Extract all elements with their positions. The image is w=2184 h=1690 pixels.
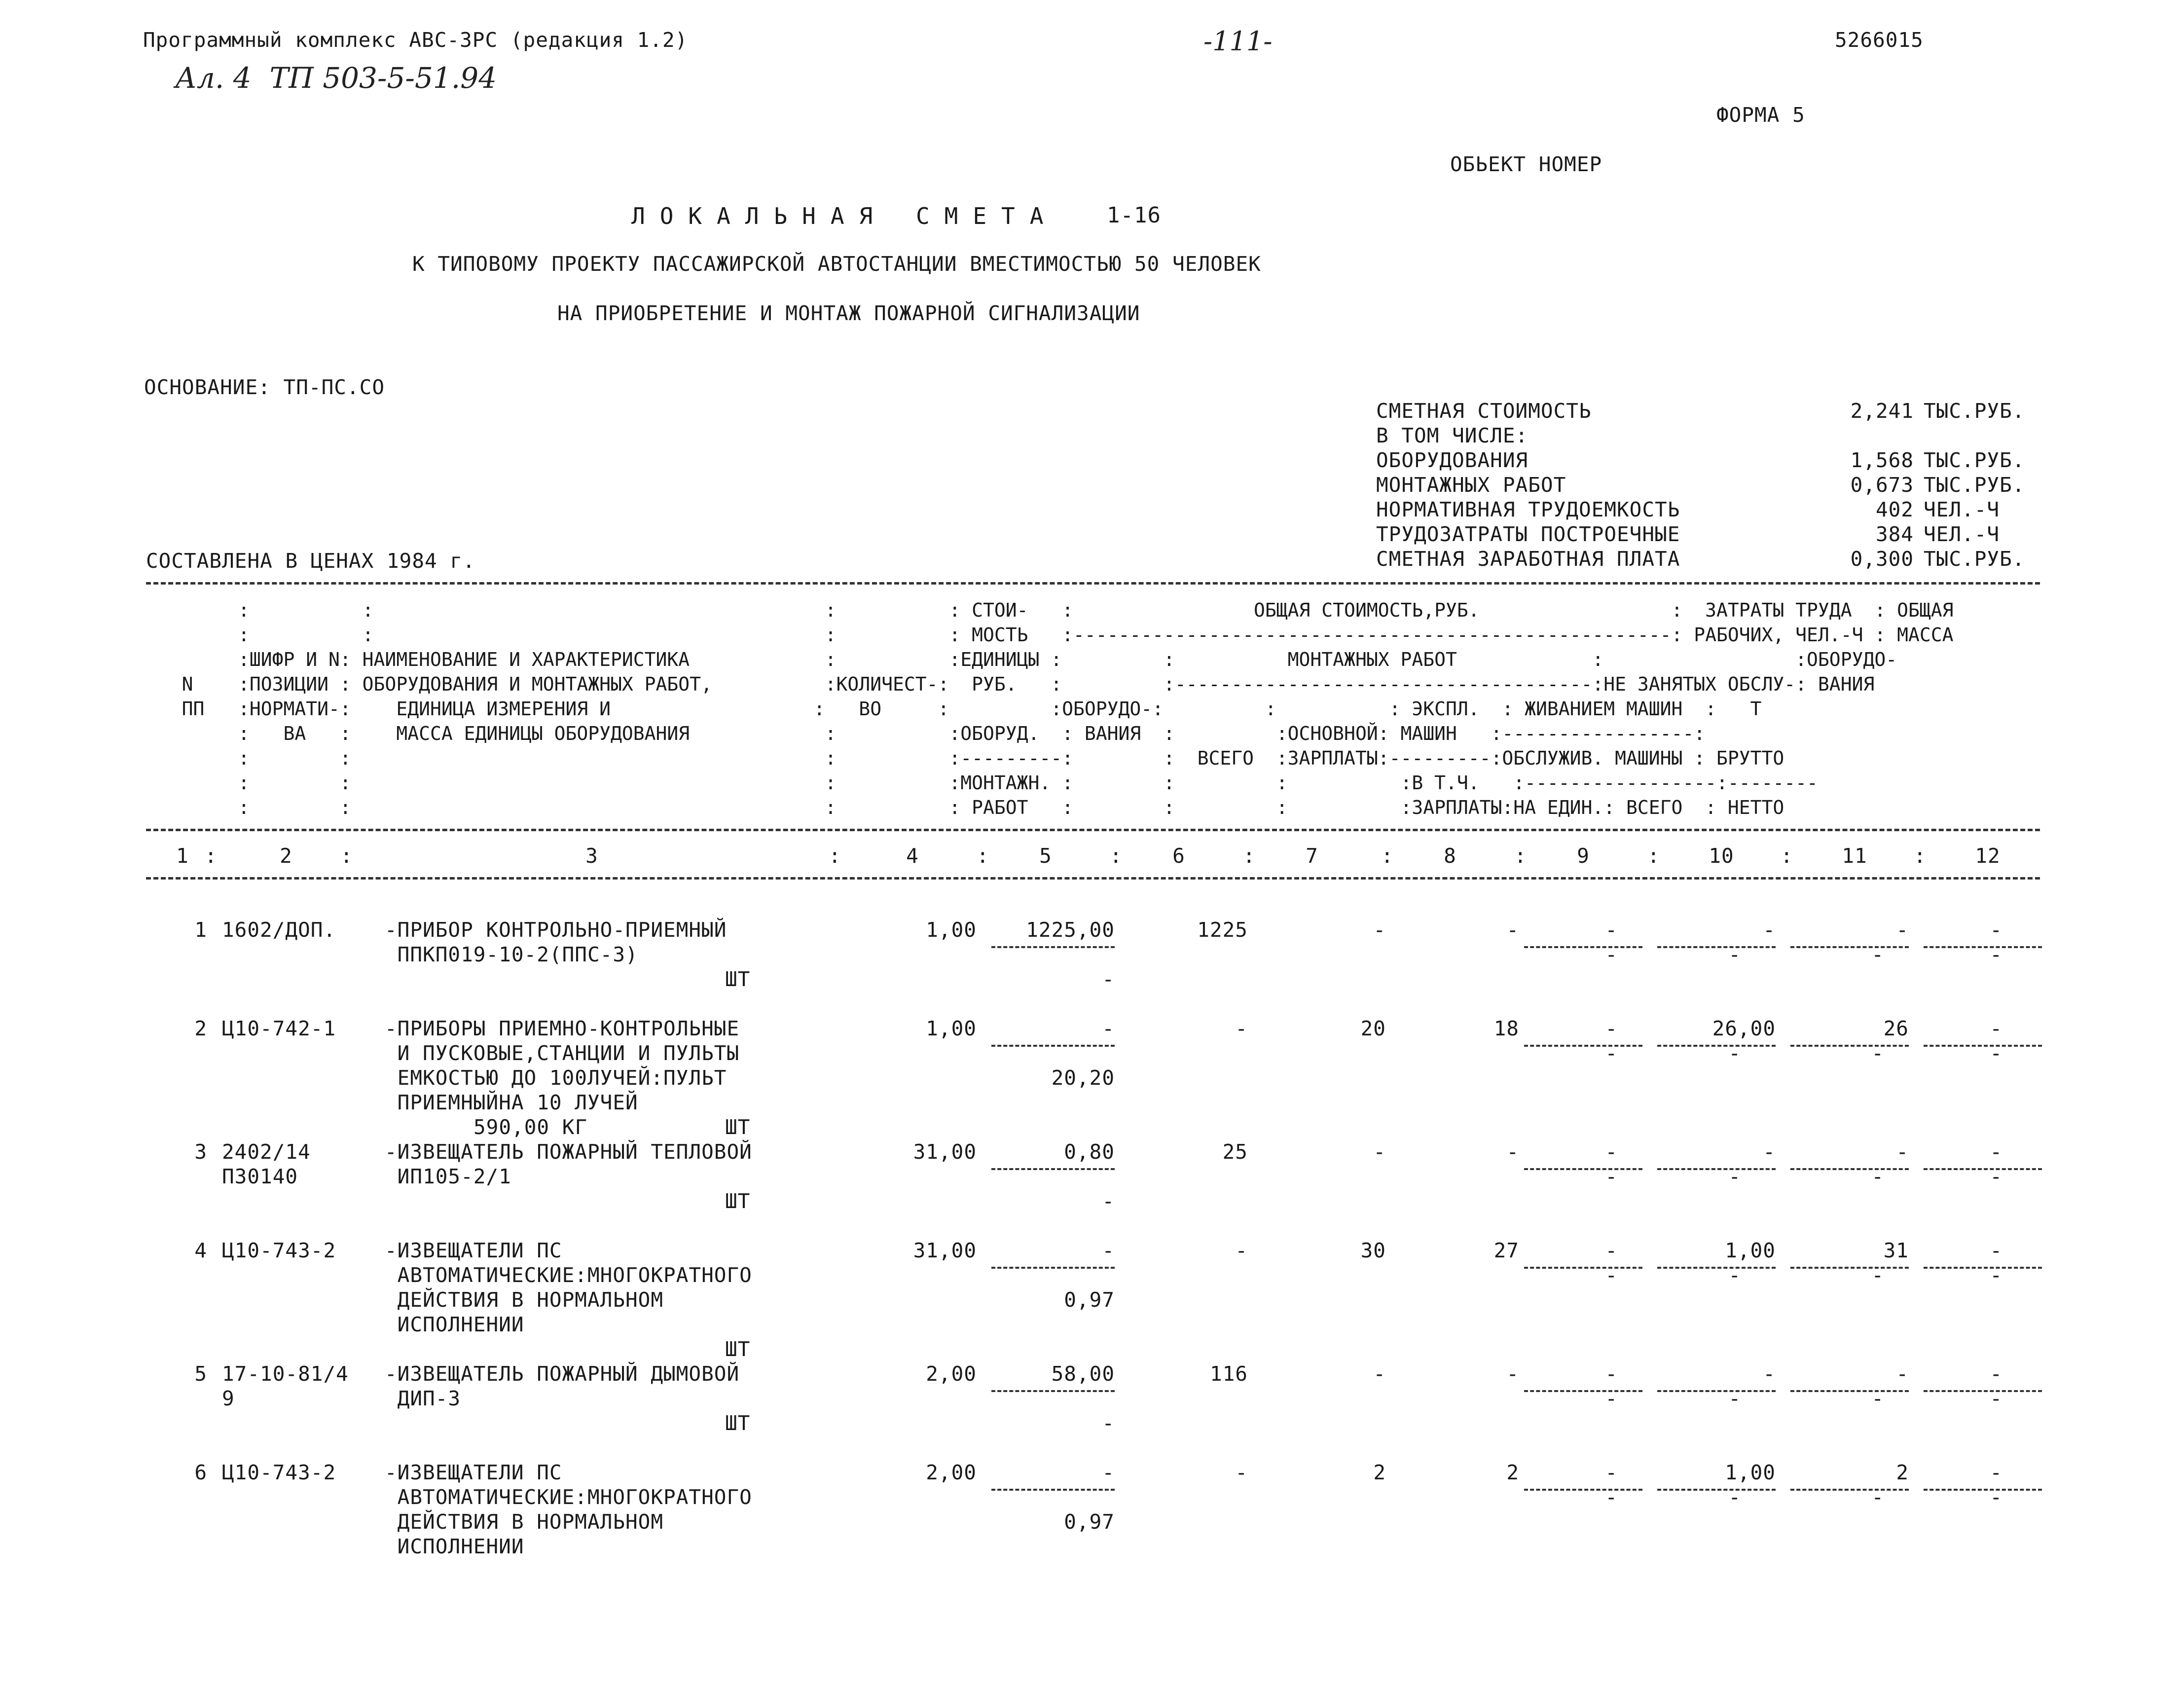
row-total-works: 2 [1373, 1461, 1386, 1484]
summary-label: НОРМАТИВНАЯ ТРУДОЕМКОСТЬ [1376, 498, 1680, 521]
summary-value: 2,241 [1850, 399, 1914, 423]
row-machines-salary: - [1605, 1165, 1618, 1188]
row-quantity: 2,00 [926, 1461, 977, 1484]
row-equipment-cost: - [1235, 1017, 1248, 1040]
row-name: -ИЗВЕЩАТЕЛИ ПС [385, 1461, 562, 1484]
summary-unit: ЧЕЛ.-Ч [1924, 498, 2000, 521]
row-machines-salary: - [1605, 1263, 1618, 1287]
column-number: 4 [906, 844, 919, 868]
doc-number: 5266015 [1835, 28, 1924, 52]
row-equipment-cost: 116 [1209, 1362, 1248, 1386]
column-number: 6 [1172, 844, 1185, 868]
header-line: : : : : РАБОТ : : : :ЗАРПЛАТЫ:НА ЕДИН.: ВСЕГО : НЕТТО [148, 797, 1784, 818]
row-total-works: 30 [1360, 1239, 1386, 1262]
row-number: 4 [194, 1239, 207, 1262]
row-name: -ПРИБОРЫ ПРИЕМНО-КОНТРОЛЬНЫЕ [385, 1017, 740, 1040]
row-code: 9 [222, 1387, 235, 1410]
document-title: ЛОКАЛЬНАЯ СМЕТА [631, 203, 1058, 229]
row-price-equipment: - [1102, 1461, 1115, 1484]
row-name: ЕМКОСТЬЮ ДО 100ЛУЧЕЙ:ПУЛЬТ [385, 1066, 727, 1090]
row-name: ДЕЙСТВИЯ В НОРМАЛЬНОМ [385, 1510, 664, 1534]
row-unit: ШТ [725, 1411, 751, 1435]
header-top-rule [146, 582, 2040, 585]
row-base-salary: - [1506, 1140, 1519, 1164]
row-base-salary: - [1506, 918, 1519, 942]
row-code: 2402/14 [222, 1140, 311, 1164]
summary-label: СМЕТНАЯ ЗАРАБОТНАЯ ПЛАТА [1376, 547, 1680, 571]
row-service-unit: - [1728, 1041, 1741, 1065]
row-quantity: 1,00 [926, 1017, 977, 1040]
summary-label: В ТОМ ЧИСЛЕ: [1376, 424, 1529, 447]
row-service-unit: - [1728, 943, 1741, 966]
row-mass-net: - [1990, 1387, 2002, 1410]
row-name: ППКП019-10-2(ППС-3) [385, 943, 638, 966]
summary-label: СМЕТНАЯ СТОИМОСТЬ [1376, 399, 1592, 423]
row-code: П30140 [222, 1165, 298, 1188]
row-name: ИП105-2/1 [385, 1165, 511, 1188]
row-service-unit: - [1728, 1485, 1741, 1509]
row-total-works: 20 [1360, 1017, 1386, 1040]
object-label: ОБЬЕКТ НОМЕР [1450, 152, 1602, 176]
column-number: 8 [1444, 844, 1456, 868]
header-line: : : : : МОСТЬ :-----------------------------------------------------: РАБОЧИХ, ЧЕЛ.-Ч : МАССА [148, 624, 1954, 646]
row-mass-net: - [1990, 943, 2002, 966]
row-mass-gross: - [1990, 1140, 2002, 1164]
row-total-works: - [1373, 918, 1386, 942]
cell-separator [991, 1267, 1115, 1269]
row-service-total: - [1871, 1263, 1884, 1287]
cell-separator [991, 1168, 1115, 1170]
row-mass-gross: - [1990, 1239, 2002, 1262]
row-name: ИСПОЛНЕНИИ [385, 1313, 524, 1336]
row-service-total: - [1871, 1387, 1884, 1410]
row-quantity: 31,00 [913, 1239, 977, 1262]
row-service-unit: - [1728, 1263, 1741, 1287]
column-separator: : [977, 844, 989, 868]
row-number: 6 [194, 1461, 207, 1484]
column-separator: : [829, 844, 841, 868]
column-number: 7 [1306, 844, 1318, 868]
row-labor-unit: - [1763, 1140, 1776, 1164]
summary-unit: ТЫС.РУБ. [1924, 473, 2025, 497]
row-code: Ц10-742-1 [222, 1017, 336, 1040]
row-base-salary: 18 [1493, 1017, 1519, 1040]
row-unit: ШТ [725, 1189, 751, 1213]
row-quantity: 1,00 [926, 918, 977, 942]
row-labor-total: - [1896, 1140, 1909, 1164]
title-line-2: НА ПРИОБРЕТЕНИЕ И МОНТАЖ ПОЖАРНОЙ СИГНАЛИЗАЦИИ [557, 301, 1140, 325]
row-mass-net: - [1990, 1485, 2002, 1509]
column-separator: : [1647, 844, 1660, 868]
row-mass-gross: - [1990, 918, 2002, 942]
row-machines: - [1605, 1239, 1618, 1262]
row-labor-unit: 1,00 [1725, 1461, 1776, 1484]
row-name: -ИЗВЕЩАТЕЛЬ ПОЖАРНЫЙ ТЕПЛОВОЙ [385, 1140, 752, 1164]
row-number: 5 [194, 1362, 207, 1386]
row-mass-net: - [1990, 1263, 2002, 1287]
row-machines-salary: - [1605, 1485, 1618, 1509]
basis: ОСНОВАНИЕ: ТП-ПС.СО [144, 375, 385, 399]
column-number: 2 [280, 844, 292, 868]
row-name: -ИЗВЕЩАТЕЛЬ ПОЖАРНЫЙ ДЫМОВОЙ [385, 1362, 740, 1386]
summary-label: МОНТАЖНЫХ РАБОТ [1376, 473, 1566, 497]
summary-unit: ТЫС.РУБ. [1924, 448, 2025, 472]
row-labor-unit: 26,00 [1712, 1017, 1776, 1040]
form-label: ФОРМА 5 [1716, 103, 1805, 127]
cell-separator [991, 946, 1115, 948]
row-equipment-cost: - [1235, 1239, 1248, 1262]
row-mass-net: - [1990, 1041, 2002, 1065]
row-price-equipment: 1225,00 [1026, 918, 1115, 942]
row-labor-unit: 1,00 [1725, 1239, 1776, 1262]
row-code: Ц10-743-2 [222, 1239, 336, 1262]
header-line: :ШИФР И N: НАИМЕНОВАНИЕ И ХАРАКТЕРИСТИКА : :ЕДИНИЦЫ : : МОНТАЖНЫХ РАБОТ : :ОБОРУДО- [148, 649, 1897, 670]
row-service-total: - [1871, 943, 1884, 966]
row-price-equipment: 58,00 [1051, 1362, 1115, 1386]
row-name: ПРИЕМНЫЙНА 10 ЛУЧЕЙ [385, 1091, 638, 1114]
row-name: -ИЗВЕЩАТЕЛИ ПС [385, 1239, 562, 1262]
row-service-total: - [1871, 1485, 1884, 1509]
row-machines: - [1605, 1140, 1618, 1164]
row-base-salary: - [1506, 1362, 1519, 1386]
row-machines: - [1605, 1362, 1618, 1386]
row-machines: - [1605, 918, 1618, 942]
summary-value: 402 [1875, 498, 1914, 521]
row-unit: ШТ [725, 1115, 751, 1139]
row-machines-salary: - [1605, 943, 1618, 966]
cell-separator [991, 1489, 1115, 1491]
row-service-total: - [1871, 1041, 1884, 1065]
column-number: 3 [585, 844, 598, 868]
column-number: 11 [1842, 844, 1867, 868]
row-labor-unit: - [1763, 1362, 1776, 1386]
row-price-montage: - [1102, 967, 1115, 991]
row-unit: ШТ [725, 1337, 751, 1361]
handwritten-note: Ал. 4 ТП 503-5-51.94 [175, 61, 497, 95]
column-separator: : [1381, 844, 1394, 868]
summary-label: ТРУДОЗАТРАТЫ ПОСТРОЕЧНЫЕ [1376, 522, 1680, 546]
row-mass: 590,00 КГ [473, 1115, 588, 1139]
page-number: -111- [1203, 26, 1273, 57]
software-name: Программный комплекс АВС-3РС (редакция 1.2) [143, 28, 688, 52]
column-separator: : [1781, 844, 1793, 868]
row-price-equipment: - [1102, 1239, 1115, 1262]
row-labor-total: - [1896, 918, 1909, 942]
header-line: : : : : СТОИ- : ОБЩАЯ СТОИМОСТЬ,РУБ. : ЗАТРАТЫ ТРУДА : ОБЩАЯ [148, 599, 1954, 621]
column-separator: : [1110, 844, 1123, 868]
row-name: ИСПОЛНЕНИИ [385, 1535, 524, 1558]
row-number: 1 [194, 918, 207, 942]
row-machines: - [1605, 1461, 1618, 1484]
row-number: 3 [194, 1140, 207, 1164]
row-machines-salary: - [1605, 1041, 1618, 1065]
row-price-montage: 0,97 [1064, 1510, 1115, 1534]
row-labor-total: - [1896, 1362, 1909, 1386]
estimate-number: 1-16 [1107, 203, 1161, 228]
row-price-montage: 20,20 [1051, 1066, 1115, 1090]
header-line: : : : :МОНТАЖН. : : : :В Т.Ч. :-----------------:-------- [148, 772, 1818, 794]
row-total-works: - [1373, 1140, 1386, 1164]
title-line-1: К ТИПОВОМУ ПРОЕКТУ ПАССАЖИРСКОЙ АВТОСТАНЦИИ ВМЕСТИМОСТЬЮ 50 ЧЕЛОВЕК [412, 252, 1261, 276]
row-code: 17-10-81/4 [222, 1362, 349, 1386]
header-bottom-rule [146, 829, 2040, 831]
row-total-works: - [1373, 1362, 1386, 1386]
row-mass-net: - [1990, 1165, 2002, 1188]
row-quantity: 2,00 [926, 1362, 977, 1386]
row-unit: ШТ [725, 967, 751, 991]
cell-separator [991, 1390, 1115, 1392]
row-number: 2 [194, 1017, 207, 1040]
cell-separator [991, 1045, 1115, 1047]
row-equipment-cost: 1225 [1197, 918, 1248, 942]
column-numbers-rule [146, 877, 2040, 880]
row-machines-salary: - [1605, 1387, 1618, 1410]
header-line: ПП :НОРМАТИ-: ЕДИНИЦА ИЗМЕРЕНИЯ И : ВО : :ОБОРУДО-: : : ЭКСПЛ. : ЖИВАНИЕМ МАШИН : Т [148, 698, 1762, 720]
row-code: Ц10-743-2 [222, 1461, 336, 1484]
row-mass-gross: - [1990, 1362, 2002, 1386]
row-equipment-cost: - [1235, 1461, 1248, 1484]
summary-unit: ЧЕЛ.-Ч [1924, 522, 2000, 546]
row-mass-gross: - [1990, 1017, 2002, 1040]
row-service-unit: - [1728, 1165, 1741, 1188]
row-name: -ПРИБОР КОНТРОЛЬНО-ПРИЕМНЫЙ [385, 918, 727, 942]
row-labor-total: 26 [1883, 1017, 1909, 1040]
summary-value: 384 [1875, 522, 1914, 546]
column-number: 1 [176, 844, 189, 868]
row-price-equipment: - [1102, 1017, 1115, 1040]
row-price-montage: 0,97 [1064, 1288, 1115, 1312]
column-number: 10 [1709, 844, 1734, 868]
header-line: : ВА : МАССА ЕДИНИЦЫ ОБОРУДОВАНИЯ : :ОБОРУД. : ВАНИЯ : :ОСНОВНОЙ: МАШИН :-----------------: [148, 723, 1706, 744]
row-base-salary: 2 [1506, 1461, 1519, 1484]
summary-label: ОБОРУДОВАНИЯ [1376, 448, 1529, 472]
row-name: АВТОМАТИЧЕСКИЕ:МНОГОКРАТНОГО [385, 1485, 752, 1509]
row-name: АВТОМАТИЧЕСКИЕ:МНОГОКРАТНОГО [385, 1263, 752, 1287]
row-code: 1602/ДОП. [222, 918, 336, 942]
summary-unit: ТЫС.РУБ. [1924, 547, 2025, 571]
summary-value: 0,673 [1850, 473, 1914, 497]
column-separator: : [1514, 844, 1527, 868]
summary-unit: ТЫС.РУБ. [1924, 399, 2025, 423]
row-quantity: 31,00 [913, 1140, 977, 1164]
row-price-equipment: 0,80 [1064, 1140, 1115, 1164]
column-separator: : [205, 844, 218, 868]
prices-year: СОСТАВЛЕНА В ЦЕНАХ 1984 г. [146, 549, 475, 573]
row-mass-gross: - [1990, 1461, 2002, 1484]
row-name: ДЕЙСТВИЯ В НОРМАЛЬНОМ [385, 1288, 664, 1312]
row-machines: - [1605, 1017, 1618, 1040]
row-service-total: - [1871, 1165, 1884, 1188]
column-separator: : [1914, 844, 1927, 868]
column-number: 12 [1975, 844, 2001, 868]
column-separator: : [340, 844, 353, 868]
header-line: : : : :---------: : ВСЕГО :ЗАРПЛАТЫ:---------:ОБСЛУЖИВ. МАШИНЫ : БРУТТО [148, 747, 1784, 769]
row-labor-unit: - [1763, 918, 1776, 942]
row-price-montage: - [1102, 1411, 1115, 1435]
column-number: 9 [1577, 844, 1590, 868]
row-labor-total: 2 [1896, 1461, 1909, 1484]
summary-value: 1,568 [1850, 448, 1914, 472]
row-service-unit: - [1728, 1387, 1741, 1410]
row-base-salary: 27 [1493, 1239, 1519, 1262]
row-equipment-cost: 25 [1222, 1140, 1248, 1164]
row-labor-total: 31 [1883, 1239, 1909, 1262]
header-line: N :ПОЗИЦИИ : ОБОРУДОВАНИЯ И МОНТАЖНЫХ РАБОТ, :КОЛИЧЕСТ-: РУБ. : :-------------------------------------:НЕ ЗАНЯТЫХ ОБСЛУ-: ВАНИЯ [148, 673, 1875, 695]
row-price-montage: - [1102, 1189, 1115, 1213]
column-number: 5 [1039, 844, 1052, 868]
row-name: ДИП-3 [385, 1387, 461, 1410]
summary-value: 0,300 [1850, 547, 1914, 571]
row-name: И ПУСКОВЫЕ,СТАНЦИИ И ПУЛЬТЫ [385, 1041, 740, 1065]
column-separator: : [1243, 844, 1256, 868]
